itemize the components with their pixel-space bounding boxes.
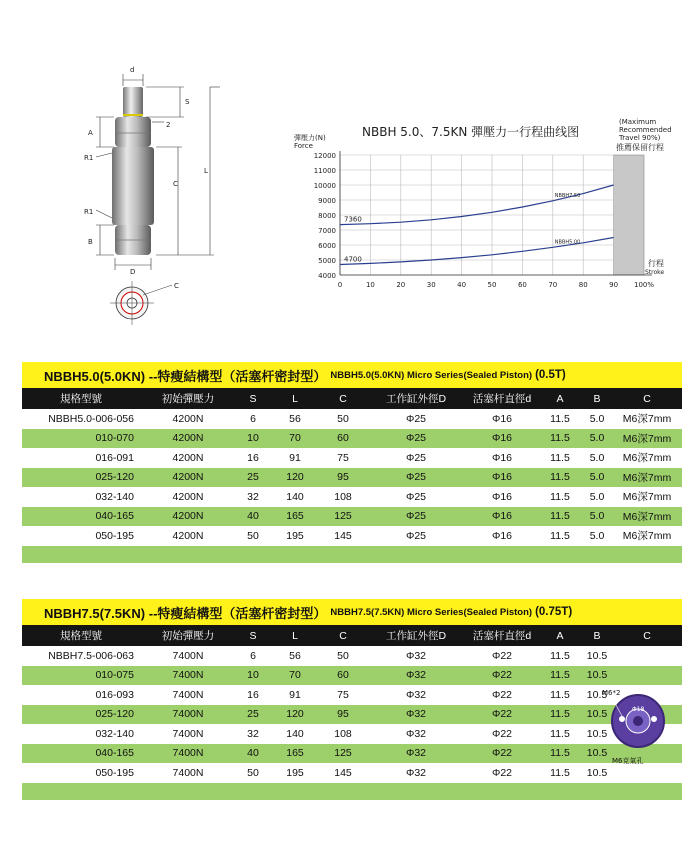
- thread-label-top: M6*2: [602, 689, 621, 697]
- x-tick-label: 60: [517, 281, 527, 289]
- cell-b: 10.5: [586, 688, 608, 701]
- cell-cyl-d: Φ25: [405, 529, 427, 542]
- cell-force: 7400N: [172, 766, 204, 779]
- y-tick-label: 4000: [318, 272, 336, 280]
- header-cyl-d: 工作缸外徑D: [385, 630, 447, 642]
- header-force: 初始彈壓力: [161, 630, 215, 642]
- header-thread: C: [643, 629, 651, 642]
- cell-a: 11.5: [550, 412, 570, 425]
- cell-force: 4200N: [172, 412, 204, 425]
- cell-rod-d: Φ22: [491, 669, 513, 682]
- cell-c: 50: [337, 649, 349, 662]
- table-nbbh5: [22, 362, 682, 563]
- x-tick-label: 10: [365, 281, 375, 289]
- cell-l: 120: [286, 471, 304, 484]
- cell-cyl-d: Φ25: [405, 432, 427, 445]
- cell-c: 125: [334, 747, 352, 760]
- cell-c: 60: [337, 669, 349, 682]
- cell-model: 032-140: [95, 490, 134, 503]
- table-row: [22, 409, 682, 429]
- cell-l: 165: [286, 747, 304, 760]
- cell-rod-d: Φ16: [491, 510, 513, 523]
- header-a: A: [556, 392, 564, 405]
- cell-c: 125: [334, 510, 352, 523]
- cell-a: 11.5: [550, 451, 570, 464]
- label-r1-top: R1: [84, 154, 94, 162]
- y-tick-label: 10000: [313, 182, 336, 190]
- x-tick-label: 20: [396, 281, 406, 289]
- cell-model: NBBH7.5-006-063: [48, 649, 134, 662]
- cell-b: 10.5: [586, 727, 608, 740]
- cell-s: 6: [250, 412, 256, 425]
- cell-s: 10: [247, 432, 259, 445]
- table2-title-main: NBBH7.5(7.5KN) --特瘦結構型（活塞杆密封型）: [44, 605, 327, 621]
- cell-rod-d: Φ16: [491, 471, 513, 484]
- cell-cyl-d: Φ25: [405, 471, 427, 484]
- cell-a: 11.5: [550, 708, 570, 721]
- chart-ylabel-en: Force: [294, 142, 313, 150]
- x-tick-label: 100%: [633, 281, 655, 289]
- cell-l: 140: [286, 490, 304, 503]
- cell-force: 4200N: [172, 529, 204, 542]
- header-b: B: [593, 629, 601, 642]
- cell-model: 016-091: [95, 451, 134, 464]
- cell-force: 4200N: [172, 471, 204, 484]
- cell-thread: M6深7mm: [622, 432, 672, 445]
- cell-force: 7400N: [172, 669, 204, 682]
- cell-c: 108: [334, 727, 352, 740]
- cell-b: 5.0: [589, 490, 605, 503]
- cell-rod-d: Φ22: [491, 649, 513, 662]
- cell-cyl-d: Φ32: [405, 649, 427, 662]
- cell-model: 010-075: [95, 669, 134, 682]
- annotation-en-2: Recommended: [619, 126, 672, 134]
- cell-a: 11.5: [550, 510, 570, 523]
- label-d-bottom: D: [130, 268, 136, 276]
- cell-c: 145: [334, 529, 352, 542]
- table-row: [22, 487, 682, 507]
- cell-force: 7400N: [172, 747, 204, 760]
- cell-force: 4200N: [172, 432, 204, 445]
- x-tick-label: 50: [487, 281, 497, 289]
- cell-a: 11.5: [550, 490, 570, 503]
- cell-force: 4200N: [172, 490, 204, 503]
- cell-c: 75: [337, 451, 349, 464]
- cell-model: 032-140: [95, 727, 134, 740]
- cell-model: 050-195: [95, 529, 134, 542]
- cell-c: 95: [337, 471, 349, 484]
- table1-title: [22, 362, 682, 388]
- cell-s: 10: [247, 669, 259, 682]
- annotation-cn: 推薦保留行程: [616, 143, 664, 152]
- cylinder-body: [112, 147, 154, 225]
- cell-l: 195: [286, 529, 304, 542]
- cell-l: 70: [289, 669, 301, 682]
- y-tick-label: 6000: [318, 242, 336, 250]
- table2-title-sub: NBBH7.5(7.5KN) Micro Series(Sealed Piston): [330, 606, 533, 618]
- cell-a: 11.5: [550, 766, 570, 779]
- cell-b: 10.5: [586, 649, 608, 662]
- cell-s: 50: [247, 766, 259, 779]
- cell-rod-d: Φ22: [491, 727, 513, 740]
- table1-footer: [22, 546, 682, 563]
- cell-model: 025-120: [95, 708, 134, 721]
- cell-cyl-d: Φ32: [405, 747, 427, 760]
- annotation-en-1: (Maximum: [619, 118, 657, 126]
- cell-b: 5.0: [589, 510, 605, 523]
- header-l: L: [292, 629, 298, 642]
- table1-title-main: NBBH5.0(5.0KN) --特瘦結構型（活塞杆密封型）: [44, 368, 327, 384]
- cell-thread: M6深7mm: [622, 452, 672, 465]
- y-tick-label: 12000: [313, 152, 336, 160]
- cell-force: 7400N: [172, 708, 204, 721]
- thread-label-bottom: M6克氣孔: [612, 757, 644, 765]
- header-c: C: [339, 629, 347, 642]
- cell-model: 016-093: [95, 688, 134, 701]
- table2-header-row: [22, 625, 682, 646]
- table-row: [22, 468, 682, 488]
- cell-model: NBBH5.0-006-056: [48, 412, 134, 425]
- cell-thread: M6深7mm: [622, 413, 672, 426]
- annotation-en-3: Travel 90%): [619, 134, 661, 142]
- cell-cyl-d: Φ25: [405, 510, 427, 523]
- cell-rod-d: Φ16: [491, 432, 513, 445]
- label-b: B: [88, 238, 93, 246]
- label-l: L: [204, 167, 208, 175]
- cell-l: 140: [286, 727, 304, 740]
- cell-l: 195: [286, 766, 304, 779]
- chart-ylabel: 彈壓力(N): [294, 134, 326, 142]
- cell-s: 16: [247, 688, 259, 701]
- header-model: 規格型號: [60, 630, 102, 642]
- series-start-label: 4700: [344, 255, 362, 264]
- header-b: B: [593, 392, 601, 405]
- cell-thread: M6深7mm: [622, 491, 672, 504]
- cell-force: 7400N: [172, 649, 204, 662]
- piston-rod: [123, 87, 143, 117]
- header-cyl-d: 工作缸外徑D: [385, 393, 447, 405]
- x-tick-label: 80: [578, 281, 588, 289]
- table-row: [22, 646, 682, 666]
- cell-cyl-d: Φ32: [405, 766, 427, 779]
- cell-s: 40: [247, 747, 259, 760]
- cell-thread: M6深7mm: [622, 530, 672, 543]
- cell-a: 11.5: [550, 471, 570, 484]
- cell-cyl-d: Φ32: [405, 727, 427, 740]
- y-tick-label: 11000: [313, 167, 336, 175]
- cell-l: 56: [289, 412, 301, 425]
- x-tick-label: 90: [609, 281, 619, 289]
- cell-c: 108: [334, 490, 352, 503]
- cell-c: 75: [337, 688, 349, 701]
- cell-s: 25: [247, 708, 259, 721]
- series-name-label: NBBH7.50: [554, 192, 581, 199]
- cell-rod-d: Φ16: [491, 412, 513, 425]
- chart-title: NBBH 5.0、7.5KN 彈壓力一行程曲线图: [362, 125, 580, 139]
- label-a: A: [88, 129, 93, 137]
- table1-header-row: [22, 388, 682, 409]
- header-thread: C: [643, 392, 651, 405]
- cell-b: 10.5: [586, 766, 608, 779]
- cell-a: 11.5: [550, 529, 570, 542]
- y-tick-label: 8000: [318, 212, 336, 220]
- cylinder-drawing: [60, 60, 260, 350]
- cell-rod-d: Φ16: [491, 490, 513, 503]
- header-rod-d: 活塞杆直徑d: [472, 393, 532, 405]
- cell-model: 040-165: [95, 510, 134, 523]
- cell-a: 11.5: [550, 649, 570, 662]
- label-r1-bottom: R1: [84, 208, 94, 216]
- label-d: d: [130, 66, 135, 74]
- cell-s: 40: [247, 510, 259, 523]
- cell-rod-d: Φ22: [491, 766, 513, 779]
- x-tick-label: 70: [548, 281, 558, 289]
- cell-model: 010-070: [95, 432, 134, 445]
- cell-s: 32: [247, 727, 259, 740]
- x-tick-label: 30: [426, 281, 436, 289]
- chart-xlabel: 行程: [648, 259, 664, 268]
- cell-force: 4200N: [172, 510, 204, 523]
- thread-hole-image: [598, 683, 684, 783]
- cell-force: 7400N: [172, 727, 204, 740]
- label-c: C: [173, 180, 178, 188]
- x-tick-label: 40: [457, 281, 467, 289]
- series-line-nbbh7-5: [340, 185, 614, 225]
- table-row: [22, 666, 682, 686]
- cell-cyl-d: Φ25: [405, 490, 427, 503]
- header-force: 初始彈壓力: [161, 393, 215, 405]
- cell-cyl-d: Φ25: [405, 412, 427, 425]
- force-stroke-chart: [272, 112, 692, 302]
- recommended-reserve-region: [614, 155, 644, 275]
- bottom-view: [110, 281, 172, 325]
- table1-title-tail: (0.5T): [535, 369, 566, 381]
- thread-label-center: Φ18: [632, 706, 645, 713]
- cell-cyl-d: Φ25: [405, 451, 427, 464]
- table-row: [22, 724, 682, 744]
- cell-l: 56: [289, 649, 301, 662]
- header-model: 規格型號: [60, 393, 102, 405]
- label-2: 2: [166, 121, 171, 129]
- cell-b: 5.0: [589, 471, 605, 484]
- cell-b: 10.5: [586, 747, 608, 760]
- header-rod-d: 活塞杆直徑d: [472, 630, 532, 642]
- chart-svg: [272, 112, 692, 302]
- series-name-label: NBBH5.00: [554, 239, 581, 246]
- table-row: [22, 526, 682, 546]
- cell-s: 25: [247, 471, 259, 484]
- cell-thread: M6深7mm: [622, 471, 672, 484]
- cell-b: 5.0: [589, 451, 605, 464]
- cell-model: 025-120: [95, 471, 134, 484]
- cell-l: 70: [289, 432, 301, 445]
- table2-title: [22, 599, 682, 625]
- cell-c: 60: [337, 432, 349, 445]
- cell-a: 11.5: [550, 432, 570, 445]
- cell-c: 145: [334, 766, 352, 779]
- cell-rod-d: Φ16: [491, 529, 513, 542]
- cell-cyl-d: Φ32: [405, 708, 427, 721]
- cell-force: 7400N: [172, 688, 204, 701]
- cell-a: 11.5: [550, 669, 570, 682]
- x-tick-label: 0: [337, 281, 343, 289]
- y-tick-label: 7000: [318, 227, 336, 235]
- cell-a: 11.5: [550, 688, 570, 701]
- table-row: [22, 507, 682, 527]
- cell-b: 10.5: [586, 669, 608, 682]
- cell-l: 91: [289, 688, 301, 701]
- header-s: S: [249, 629, 257, 642]
- cell-b: 5.0: [589, 432, 605, 445]
- table-row: [22, 448, 682, 468]
- y-tick-label: 5000: [318, 257, 336, 265]
- cell-a: 11.5: [550, 727, 570, 740]
- cell-cyl-d: Φ32: [405, 688, 427, 701]
- cell-model: 040-165: [95, 747, 134, 760]
- chart-xlabel-en: Stroke: [645, 269, 665, 276]
- table-nbbh75: [22, 599, 682, 800]
- cell-rod-d: Φ22: [491, 747, 513, 760]
- cell-s: 50: [247, 529, 259, 542]
- cell-force: 4200N: [172, 451, 204, 464]
- cell-l: 91: [289, 451, 301, 464]
- header-a: A: [556, 629, 564, 642]
- y-tick-label: 9000: [318, 197, 336, 205]
- header-c: C: [339, 392, 347, 405]
- table-row: [22, 685, 682, 705]
- cell-c: 95: [337, 708, 349, 721]
- cell-c: 50: [337, 412, 349, 425]
- table-row: [22, 763, 682, 783]
- cell-b: 5.0: [589, 412, 605, 425]
- table1-title-sub: NBBH5.0(5.0KN) Micro Series(Sealed Piston): [330, 369, 533, 381]
- cell-rod-d: Φ22: [491, 708, 513, 721]
- table2-title-tail: (0.75T): [535, 606, 573, 618]
- cell-rod-d: Φ22: [491, 688, 513, 701]
- header-s: S: [249, 392, 257, 405]
- cell-cyl-d: Φ32: [405, 669, 427, 682]
- table-row: [22, 705, 682, 725]
- table-row: [22, 429, 682, 449]
- cell-s: 32: [247, 490, 259, 503]
- series-start-label: 7360: [344, 215, 362, 224]
- header-l: L: [292, 392, 298, 405]
- table-row: [22, 744, 682, 764]
- label-c-thread: C: [174, 282, 179, 290]
- cell-rod-d: Φ16: [491, 451, 513, 464]
- cell-b: 5.0: [589, 529, 605, 542]
- cell-b: 10.5: [586, 708, 608, 721]
- label-s: S: [185, 98, 190, 106]
- cell-l: 120: [286, 708, 304, 721]
- cell-a: 11.5: [550, 747, 570, 760]
- cell-s: 16: [247, 451, 259, 464]
- cell-model: 050-195: [95, 766, 134, 779]
- table2-footer: [22, 783, 682, 800]
- cell-s: 6: [250, 649, 256, 662]
- cell-thread: M6深7mm: [622, 510, 672, 523]
- cell-l: 165: [286, 510, 304, 523]
